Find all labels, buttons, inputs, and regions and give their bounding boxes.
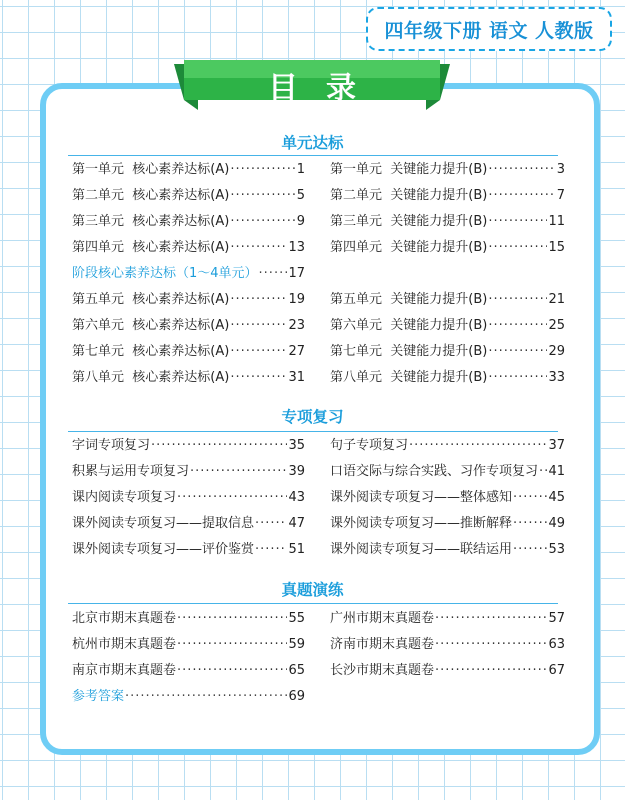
toc-entry-label: 第八单元 核心素养达标(A) (72, 370, 230, 385)
toc-entry-page: 69 (288, 689, 305, 704)
dot-leader (513, 489, 547, 507)
dot-leader (409, 437, 547, 455)
toc-entry[interactable] (72, 489, 305, 507)
dot-leader (230, 369, 287, 387)
dot-leader (230, 213, 295, 231)
toc-entry-page: 33 (548, 370, 565, 385)
toc-entry[interactable] (72, 636, 305, 654)
dot-leader (230, 239, 287, 257)
toc-entry[interactable] (72, 239, 305, 257)
toc-entry[interactable] (330, 161, 565, 179)
toc-entry[interactable] (330, 515, 565, 533)
toc-entry-label: 课外阅读专项复习——整体感知 (330, 490, 513, 505)
toc-entry-page: 49 (548, 516, 565, 531)
dot-leader (230, 161, 295, 179)
dot-leader (513, 541, 547, 559)
section-divider (68, 431, 558, 432)
dot-leader (435, 636, 547, 654)
toc-entry[interactable] (330, 662, 565, 680)
dot-leader (255, 515, 287, 533)
toc-entry-label: 长沙市期末真题卷 (330, 663, 435, 678)
section-title: 单元达标 (281, 134, 344, 152)
dot-leader (488, 291, 547, 309)
toc-entry[interactable] (72, 213, 305, 231)
toc-entry-label: 第六单元 核心素养达标(A) (72, 318, 230, 333)
toc-entry-page: 45 (548, 490, 565, 505)
toc-entry-page: 3 (556, 162, 565, 177)
toc-entry[interactable] (330, 636, 565, 654)
toc-entry-label: 第三单元 关键能力提升(B) (330, 214, 488, 229)
dot-leader (230, 343, 287, 361)
toc-entry[interactable] (330, 489, 565, 507)
toc-entry-label: 阶段核心素养达标（1～4单元） (72, 266, 258, 281)
badge-grade: 四年级下册 (384, 19, 482, 42)
toc-entry[interactable] (330, 213, 565, 231)
dot-leader (435, 610, 547, 628)
toc-entry-page: 65 (288, 663, 305, 678)
toc-entry[interactable] (72, 463, 305, 481)
toc-entry-page: 59 (288, 637, 305, 652)
dot-leader (230, 291, 287, 309)
toc-entry-label: 课外阅读专项复习——评价鉴赏 (72, 542, 255, 557)
dot-leader (230, 187, 295, 205)
toc-entry-label: 南京市期末真题卷 (72, 663, 177, 678)
toc-entry-label: 广州市期末真题卷 (330, 611, 435, 626)
dot-leader (151, 437, 287, 455)
toc-entry[interactable] (72, 688, 305, 706)
badge-edition: 人教版 (535, 19, 594, 42)
dot-leader (488, 161, 555, 179)
toc-entry-label: 第一单元 核心素养达标(A) (72, 162, 230, 177)
toc-entry-page: 17 (288, 266, 305, 281)
toc-entry-page: 27 (288, 344, 305, 359)
toc-entry[interactable] (330, 463, 565, 481)
toc-entry[interactable] (330, 187, 565, 205)
dot-leader (488, 213, 547, 231)
toc-entry-page: 53 (548, 542, 565, 557)
toc-entry-label: 第六单元 关键能力提升(B) (330, 318, 488, 333)
toc-entry-label: 第一单元 关键能力提升(B) (330, 162, 488, 177)
toc-entry-page: 39 (288, 464, 305, 479)
toc-entry[interactable] (72, 187, 305, 205)
toc-entry[interactable] (330, 369, 565, 387)
toc-entry[interactable] (330, 317, 565, 335)
toc-entry-label: 字词专项复习 (72, 438, 151, 453)
section-title: 真题演练 (281, 581, 344, 599)
badge-subject: 语文 (488, 19, 528, 42)
toc-entry[interactable] (72, 662, 305, 680)
dot-leader (177, 662, 287, 680)
toc-entry-page: 21 (548, 292, 565, 307)
dot-leader (488, 369, 547, 387)
toc-entry-label: 第五单元 关键能力提升(B) (330, 292, 488, 307)
toc-entry-page: 63 (548, 637, 565, 652)
toc-entry-label: 参考答案 (72, 689, 125, 704)
dot-leader (259, 265, 288, 283)
toc-entry-label: 句子专项复习 (330, 438, 409, 453)
dot-leader (230, 317, 287, 335)
toc-entry-label: 第四单元 核心素养达标(A) (72, 240, 230, 255)
toc-entry[interactable] (330, 541, 565, 559)
toc-entry-page: 31 (288, 370, 305, 385)
toc-entry-page: 37 (548, 438, 565, 453)
toc-entry[interactable] (72, 541, 305, 559)
toc-entry-label: 课内阅读专项复习 (72, 490, 177, 505)
toc-entry-label: 口语交际与综合实践、习作专项复习 (330, 464, 539, 479)
toc-entry-label: 积累与运用专项复习 (72, 464, 190, 479)
dot-leader (190, 463, 287, 481)
dot-leader (488, 317, 547, 335)
dot-leader (125, 688, 287, 706)
dot-leader (488, 239, 547, 257)
toc-entry[interactable] (72, 369, 305, 387)
toc-entry[interactable] (330, 239, 565, 257)
dot-leader (177, 610, 287, 628)
toc-entry-page: 35 (288, 438, 305, 453)
toc-entry[interactable] (330, 437, 565, 455)
dot-leader (488, 187, 555, 205)
toc-entry-page: 9 (296, 214, 305, 229)
toc-entry[interactable] (330, 291, 565, 309)
toc-entry-label: 第二单元 关键能力提升(B) (330, 188, 488, 203)
toc-entry-label: 第二单元 核心素养达标(A) (72, 188, 230, 203)
toc-entry-label: 第八单元 关键能力提升(B) (330, 370, 488, 385)
toc-entry-label: 课外阅读专项复习——推断解释 (330, 516, 513, 531)
dot-leader (435, 662, 547, 680)
toc-entry-page: 41 (548, 464, 565, 479)
page-title: 目录 (268, 71, 384, 106)
dot-leader (255, 541, 287, 559)
toc-entry-page: 57 (548, 611, 565, 626)
toc-entry-label: 第四单元 关键能力提升(B) (330, 240, 488, 255)
toc-entry[interactable] (72, 317, 305, 335)
toc-entry-label: 课外阅读专项复习——联结运用 (330, 542, 513, 557)
toc-entry[interactable] (72, 437, 305, 455)
toc-entry[interactable] (72, 515, 305, 533)
toc-entry[interactable] (330, 343, 565, 361)
toc-entry-page: 13 (288, 240, 305, 255)
section-title: 专项复习 (281, 408, 344, 426)
toc-entry-page: 43 (288, 490, 305, 505)
toc-entry-label: 第五单元 核心素养达标(A) (72, 292, 230, 307)
toc-entry-page: 23 (288, 318, 305, 333)
toc-entry-page: 51 (288, 542, 305, 557)
toc-entry-page: 1 (296, 162, 305, 177)
dot-leader (177, 489, 287, 507)
toc-entry-page: 5 (296, 188, 305, 203)
toc-entry-page: 25 (548, 318, 565, 333)
toc-entry-page: 29 (548, 344, 565, 359)
section-divider (68, 155, 558, 156)
toc-entry-label: 杭州市期末真题卷 (72, 637, 177, 652)
toc-entry-page: 11 (548, 214, 565, 229)
dot-leader (513, 515, 547, 533)
toc-entry[interactable] (72, 343, 305, 361)
toc-entry[interactable] (72, 291, 305, 309)
toc-entry[interactable] (72, 265, 305, 283)
toc-entry-page: 7 (556, 188, 565, 203)
title-ribbon (174, 60, 450, 110)
toc-entry-label: 第七单元 核心素养达标(A) (72, 344, 230, 359)
toc-entry-page: 67 (548, 663, 565, 678)
toc-entry-label: 课外阅读专项复习——提取信息 (72, 516, 255, 531)
toc-entry-label: 第三单元 核心素养达标(A) (72, 214, 230, 229)
edition-badge (366, 7, 612, 51)
section-divider (68, 603, 558, 604)
toc-entry[interactable] (330, 610, 565, 628)
toc-entry-page: 55 (288, 611, 305, 626)
dot-leader (539, 463, 547, 481)
toc-entry-page: 15 (548, 240, 565, 255)
toc-entry-page: 19 (288, 292, 305, 307)
toc-entry[interactable] (72, 161, 305, 179)
toc-entry-label: 济南市期末真题卷 (330, 637, 435, 652)
toc-entry-label: 第七单元 关键能力提升(B) (330, 344, 488, 359)
toc-entry[interactable] (72, 610, 305, 628)
toc-entry-page: 47 (288, 516, 305, 531)
dot-leader (488, 343, 547, 361)
toc-entry-label: 北京市期末真题卷 (72, 611, 177, 626)
dot-leader (177, 636, 287, 654)
